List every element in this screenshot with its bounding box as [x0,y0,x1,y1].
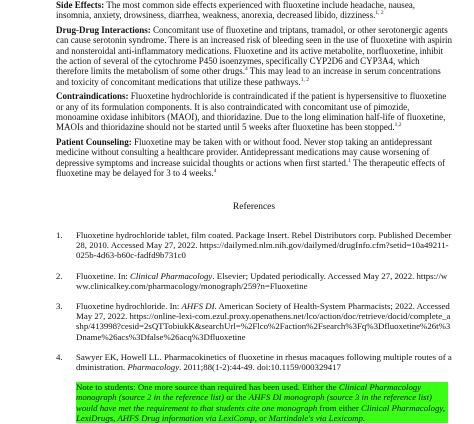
reference-text-post: . 2011;88(1-2):44-49. doi:10.1159/000329417 [179,361,341,372]
reference-text-post: . American Society of Health-System Pharmacists; 2022. Accessed May 27, 2022. https://online-lexi-com.ezul.proxy.openathens.net/lco/action/doc/retrieve/docid/complete_ashp/413998?cesid=2sQTTobiukK&searchUrl=%2Flco%2Faction%2Fsearch%3Fq%3Dfluoxetine%26t%3Dname%26acs%3Dfalse%26acq%3Dfluoxetine [76,300,451,342]
note-part-5: from either [317,402,361,413]
side-effects-label: Side Effects: [56,0,105,10]
side-effects-citation: 1, 2 [375,10,384,17]
drug-interactions-citation-2: 1, 2 [300,76,309,83]
reference-number: 3. [56,300,63,311]
drug-interactions-paragraph [56,25,452,87]
reference-item [56,230,452,261]
reference-text-pre: Sawyer EK, Howell LL. Pharmacokinetics of fluoxetine in rhesus macaques following multiple routes of administration. [76,351,452,372]
drug-interactions-citation: 4 [244,66,248,73]
patient-counseling-paragraph [56,137,452,179]
side-effects-text: The most common side effects experienced with fluoxetine include headache, nausea, insomnia, anxiety, drowsiness, diarrhea, weakness, anorexia, decreased libido, dizziness. [56,0,416,21]
reference-item [56,271,452,291]
student-note-highlight [76,382,448,423]
reference-number: 1. [56,229,63,240]
note-part-6: Clinical Pharmacology, LexiDrugs, AHFS Drug information via LexiComp, [76,402,446,423]
contraindications-label: Contraindications: [56,91,129,102]
note-part-4: AHFS DI monograph (source 3 in the reference list) would have met the requirement to that students cite one monograph [76,392,432,413]
references-list [56,230,452,372]
reference-item [56,301,452,342]
contraindications-citation: 1,2 [394,122,402,129]
reference-number: 4. [56,351,63,362]
side-effects-paragraph [56,0,452,21]
note-part-7: or [256,412,269,423]
note-part-3: or the [224,392,249,403]
reference-source-title: Pharmacology [127,361,180,372]
patient-counseling-citation: 1 [348,157,351,164]
reference-source-title: Clinical Pharmacology [130,270,213,281]
reference-number: 2. [56,270,63,281]
patient-counseling-text-2: The therapeutic effects of fluoxetine may be delayed for 3 to 4 weeks. [56,157,446,179]
contraindications-paragraph [56,91,452,133]
drug-interactions-label: Drug-Drug Interactions: [56,24,151,35]
contraindications-text: Fluoxetine hydrochloride is contraindicated if the patient is hypersensitive to fluoxetine or any of its formulation components. It is also contraindicated with concomitant use of pimozide, monoamine oxidase inhibitors (MAOI), and thioridazine. Due to the long elimination half-life of fluoxetine, MAOIs and thioridazine should not be started until 5 weeks after fluoxetine has been stopped. [56,91,447,133]
note-part-8: Martindale's via Lexicomp. [268,412,366,423]
patient-counseling-text: Fluoxetine may be taken with or without food. Never stop taking an antidepressant medicine without consulting a healthcare provider. Antidepressant medications may cause worsening of depressive symptoms and increase suicidal thoughts or actions when first started. [56,136,433,168]
reference-item [56,352,452,372]
reference-text: Fluoxetine hydrochloride tablet, film coated. Package Insert. Rebel Distributors corp. Published December 28, 2010. Accessed May 27, 2022. https://dailymed.nlm.nih.gov/dailymed/drugInfo.cfm?setid=10a49211-025b-4d63-b60c-fadfd9b731c0 [76,229,452,261]
patient-counseling-citation-2: 4 [213,168,217,175]
reference-source-title: AHFS DI [181,300,215,311]
note-part-2: Clinical Pharmacology monograph (source 2 in the reference list) [76,382,422,403]
drug-interactions-text-2: This may lead to an increase in serum concentrations and toxicity of concomitant medications that utilize these pathways. [56,66,441,87]
document-content [56,0,452,423]
reference-text-pre: Fluoxetine hydrochloride. In: [76,300,182,311]
drug-interactions-text: Concomitant use of fluoxetine and triptans, tramadol, or other serotonergic agents can cause serotonin syndrome. There is an increased risk of bleeding seen in the use of fluoxetine with aspirin and nonsteroidal anti-inflammatory medications. Fluoxetine and its active metabolite, norfluoxetine, inhibit the action of several of the cytochrome P450 isoenzymes, specifically CYP2D6 and CYP3A4, which therefore limits the metabolism of some other drugs. [56,24,452,77]
patient-counseling-label: Patient Counseling: [56,136,132,147]
note-part-1: Note to students: One more source than required has been used. Either the [76,382,339,393]
references-heading: References [232,201,276,212]
reference-text-post: . Elsevier; Updated periodically. Accessed May 27, 2022. https://www.clinicalkey.com/pharmacology/monograph/259?n=Fluoxetine [76,270,448,291]
reference-text-pre: Fluoxetine. In: [76,270,130,281]
